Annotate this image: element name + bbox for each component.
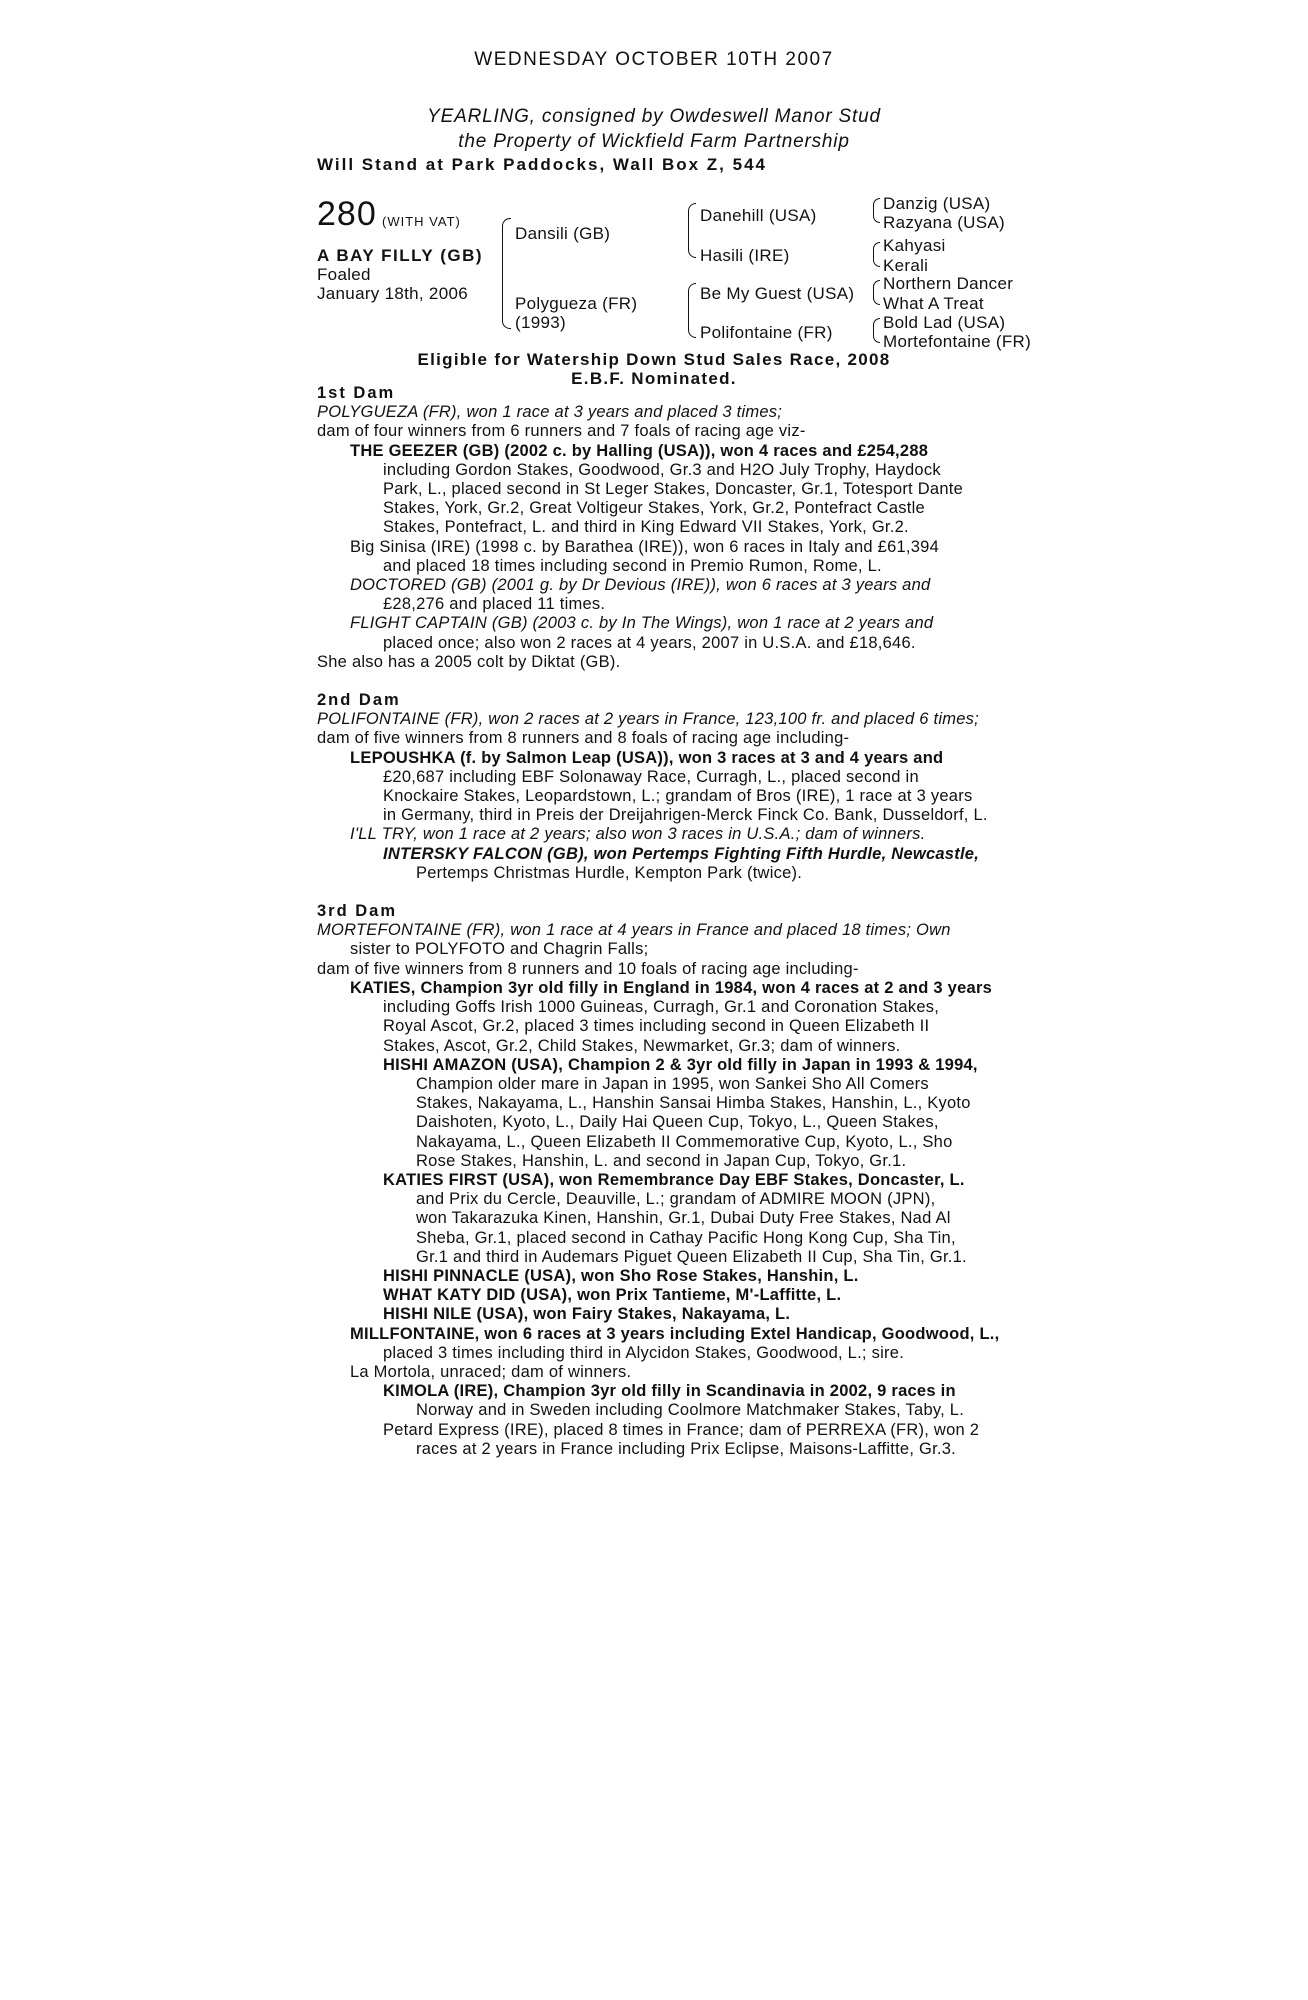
pedigree-brace-dam bbox=[502, 254, 511, 329]
dam1-line: Stakes, Pontefract, L. and third in King Edward VII Stakes, York, Gr.2. bbox=[383, 518, 909, 537]
foaled-label: Foaled bbox=[317, 265, 371, 284]
lot-name: A BAY FILLY (GB) bbox=[317, 246, 484, 265]
dam3-line: Stakes, Ascot, Gr.2, Child Stakes, Newmarket, Gr.3; dam of winners. bbox=[383, 1036, 901, 1055]
ebf-nominated: E.B.F. Nominated. bbox=[571, 369, 737, 388]
dam3-line: dam of five winners from 8 runners and 10 foals of racing age including- bbox=[317, 959, 859, 978]
dam3-line: La Mortola, unraced; dam of winners. bbox=[350, 1362, 632, 1381]
section-gap bbox=[317, 672, 1017, 691]
pedigree-sire-dam: Hasili (IRE) bbox=[700, 246, 790, 265]
dam2-line: dam of five winners from 8 runners and 8 foals of racing age including- bbox=[317, 729, 850, 748]
sale-date: WEDNESDAY OCTOBER 10TH 2007 bbox=[474, 49, 834, 70]
dam3-line: HISHI NILE (USA), won Fairy Stakes, Nakayama, L. bbox=[383, 1305, 791, 1324]
pedigree-brace-g12b bbox=[873, 210, 880, 223]
pedigree-dam-dam: Polifontaine (FR) bbox=[700, 323, 833, 342]
section-gap bbox=[317, 883, 1017, 902]
dam1-line: DOCTORED (GB) (2001 g. by Dr Devious (IRE)), won 6 races at 3 years and bbox=[350, 576, 931, 595]
dam1-line: dam of four winners from 6 runners and 7 foals of racing age viz- bbox=[317, 422, 806, 441]
dam3-line: MORTEFONTAINE (FR), won 1 race at 4 years in France and placed 18 times; Own bbox=[317, 921, 951, 940]
dam3-line: MILLFONTAINE, won 6 races at 3 years including Extel Handicap, Goodwood, L., bbox=[350, 1324, 1000, 1343]
dam2-line: LEPOUSHKA (f. by Salmon Leap (USA)), won 3 races at 3 and 4 years and bbox=[350, 748, 944, 767]
vat-note: (WITH VAT) bbox=[382, 214, 461, 229]
pedigree-g8: Mortefontaine (FR) bbox=[883, 332, 1032, 351]
dam3-line: Norway and in Sweden including Coolmore Matchmaker Stakes, Taby, L. bbox=[416, 1401, 965, 1420]
pedigree-g7: Bold Lad (USA) bbox=[883, 313, 1006, 332]
dam3-line: HISHI PINNACLE (USA), won Sho Rose Stakes, Hanshin, L. bbox=[383, 1266, 859, 1285]
dam3-line: and Prix du Cercle, Deauville, L.; grandam of ADMIRE MOON (JPN), bbox=[416, 1190, 936, 1209]
pedigree-brace-sire bbox=[502, 218, 511, 255]
pedigree-dam-sire: Be My Guest (USA) bbox=[700, 284, 855, 303]
dam3-line: Petard Express (IRE), placed 8 times in France; dam of PERREXA (FR), won 2 bbox=[383, 1420, 980, 1439]
stand-line: Will Stand at Park Paddocks, Wall Box Z, 544 bbox=[317, 155, 767, 174]
dam3-line: including Goffs Irish 1000 Guineas, Curragh, Gr.1 and Coronation Stakes, bbox=[383, 998, 940, 1017]
dam2-line: I'LL TRY, won 1 race at 2 years; also won 3 races in U.S.A.; dam of winners. bbox=[350, 825, 926, 844]
dam3-line: HISHI AMAZON (USA), Champion 2 & 3yr old filly in Japan in 1993 & 1994, bbox=[383, 1055, 978, 1074]
dam3-line: Stakes, Nakayama, L., Hanshin Sansai Himba Stakes, Hanshin, L., Kyoto bbox=[416, 1094, 971, 1113]
pedigree-g5: Northern Dancer bbox=[883, 274, 1014, 293]
dam3-line: Champion older mare in Japan in 1995, won Sankei Sho All Comers bbox=[416, 1074, 929, 1093]
pedigree-brace-g78b bbox=[873, 330, 880, 343]
dam3-line: KATIES FIRST (USA), won Remembrance Day EBF Stakes, Doncaster, L. bbox=[383, 1170, 965, 1189]
dam3-line: WHAT KATY DID (USA), won Prix Tantieme, M'-Laffitte, L. bbox=[383, 1286, 842, 1305]
pedigree-sire-sire: Danehill (USA) bbox=[700, 206, 817, 225]
dam3-line: Gr.1 and third in Audemars Piguet Queen Elizabeth II Cup, Sha Tin, Gr.1. bbox=[416, 1247, 967, 1266]
pedigree-g3: Kahyasi bbox=[883, 236, 946, 255]
pedigree-brace-gen2-upper bbox=[688, 231, 696, 258]
pedigree-g6: What A Treat bbox=[883, 294, 984, 313]
dam1-line: THE GEEZER (GB) (2002 c. by Halling (USA)), won 4 races and £254,288 bbox=[350, 441, 929, 460]
dam3-line: won Takarazuka Kinen, Hanshin, Gr.1, Dubai Duty Free Stakes, Nad Al bbox=[416, 1209, 951, 1228]
pedigree-brace-g56b bbox=[873, 292, 880, 305]
pedigree-dam-year: (1993) bbox=[515, 313, 566, 332]
pedigree-g1: Danzig (USA) bbox=[883, 194, 991, 213]
dam3-line: Sheba, Gr.1, placed second in Cathay Pacific Hong Kong Cup, Sha Tin, bbox=[416, 1228, 956, 1247]
pedigree-g2: Razyana (USA) bbox=[883, 213, 1005, 232]
section-heading-2nd-dam: 2nd Dam bbox=[317, 691, 401, 710]
dam1-line: POLYGUEZA (FR), won 1 race at 3 years and placed 3 times; bbox=[317, 403, 783, 422]
property-line: the Property of Wickfield Farm Partnership bbox=[458, 131, 850, 152]
section-heading-1st-dam: 1st Dam bbox=[317, 384, 396, 402]
dam-sections bbox=[317, 384, 1017, 1459]
dam2-line: Knockaire Stakes, Leopardstown, L.; grandam of Bros (IRE), 1 race at 3 years bbox=[383, 787, 973, 806]
dam3-line: KIMOLA (IRE), Champion 3yr old filly in Scandinavia in 2002, 9 races in bbox=[383, 1382, 956, 1401]
pedigree-brace-gen2-bottom bbox=[688, 311, 696, 338]
dam1-line: placed once; also won 2 races at 4 years, 2007 in U.S.A. and £18,646. bbox=[383, 633, 916, 652]
dam1-line: She also has a 2005 colt by Diktat (GB). bbox=[317, 652, 621, 671]
dam2-line: INTERSKY FALCON (GB), won Pertemps Fighting Fifth Hurdle, Newcastle, bbox=[383, 844, 980, 863]
dam1-line: including Gordon Stakes, Goodwood, Gr.3 and H2O July Trophy, Haydock bbox=[383, 460, 941, 479]
pedigree-brace-gen2-lower bbox=[688, 283, 696, 312]
dam1-line: and placed 18 times including second in Premio Rumon, Rome, L. bbox=[383, 556, 882, 575]
dam2-line: £20,687 including EBF Solonaway Race, Curragh, L., placed second in bbox=[383, 767, 919, 786]
pedigree-dam: Polygueza (FR) bbox=[515, 294, 638, 313]
dam2-line: POLIFONTAINE (FR), won 2 races at 2 years in France, 123,100 fr. and placed 6 times; bbox=[317, 710, 980, 729]
foaled-date: January 18th, 2006 bbox=[317, 284, 468, 303]
dam2-line: in Germany, third in Preis der Dreijahrigen-Merck Finck Co. Bank, Dusseldorf, L. bbox=[383, 806, 988, 825]
dam3-line: placed 3 times including third in Alycidon Stakes, Goodwood, L.; sire. bbox=[383, 1343, 905, 1362]
dam3-line: Royal Ascot, Gr.2, placed 3 times including second in Queen Elizabeth II bbox=[383, 1017, 930, 1036]
dam1-line: Stakes, York, Gr.2, Great Voltigeur Stakes, York, Gr.2, Pontefract Castle bbox=[383, 499, 925, 518]
pedigree-g4: Kerali bbox=[883, 256, 929, 275]
eligibility-race: Eligible for Watership Down Stud Sales Race, 2008 bbox=[417, 350, 891, 369]
dam1-line: £28,276 and placed 11 times. bbox=[383, 595, 606, 614]
dam3-line: races at 2 years in France including Prix Eclipse, Maisons-Laffitte, Gr.3. bbox=[416, 1439, 957, 1458]
lot-number: 280 bbox=[317, 195, 377, 233]
pedigree-sire: Dansili (GB) bbox=[515, 224, 611, 243]
dam3-line: sister to POLYFOTO and Chagrin Falls; bbox=[350, 940, 649, 959]
dam1-line: Big Sinisa (IRE) (1998 c. by Barathea (IRE)), won 6 races in Italy and £61,394 bbox=[350, 537, 940, 556]
section-heading-3rd-dam: 3rd Dam bbox=[317, 902, 398, 921]
dam3-line: Daishoten, Kyoto, L., Daily Hai Queen Cup, Tokyo, L., Queen Stakes, bbox=[416, 1113, 939, 1132]
dam3-line: Rose Stakes, Hanshin, L. and second in Japan Cup, Tokyo, Gr.1. bbox=[416, 1151, 907, 1170]
dam3-line: KATIES, Champion 3yr old filly in England in 1984, won 4 races at 2 and 3 years bbox=[350, 978, 993, 997]
dam2-line: Pertemps Christmas Hurdle, Kempton Park (twice). bbox=[416, 863, 803, 882]
pedigree-brace-gen2-top bbox=[688, 203, 696, 232]
consignor-line: YEARLING, consigned by Owdeswell Manor Stud bbox=[427, 106, 881, 127]
pedigree-brace-g34b bbox=[873, 254, 880, 267]
dam3-line: Nakayama, L., Queen Elizabeth II Commemorative Cup, Kyoto, L., Sho bbox=[416, 1132, 953, 1151]
dam1-line: FLIGHT CAPTAIN (GB) (2003 c. by In The Wings), won 1 race at 2 years and bbox=[350, 614, 934, 633]
dam1-line: Park, L., placed second in St Leger Stakes, Doncaster, Gr.1, Totesport Dante bbox=[383, 480, 964, 499]
